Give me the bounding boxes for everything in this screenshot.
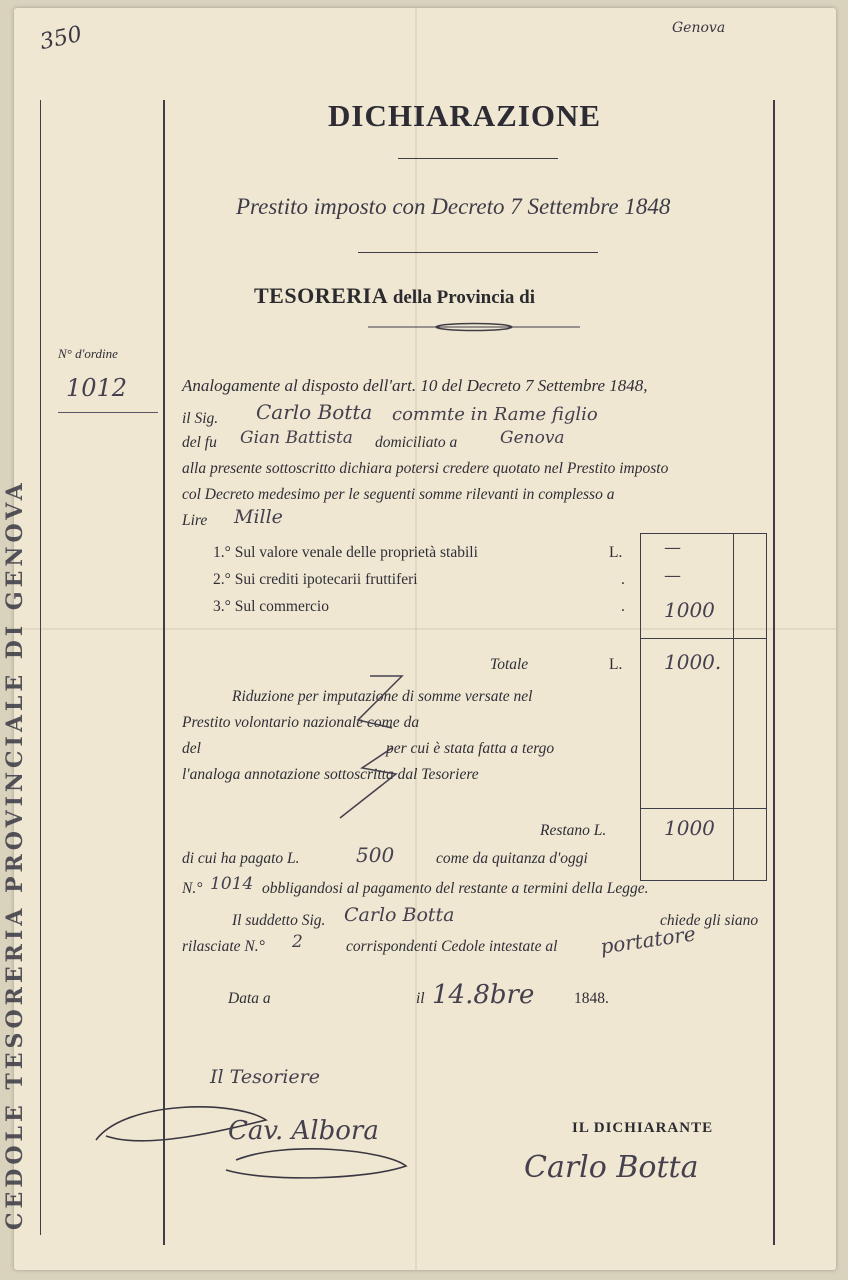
paid-amount-field: 500 (356, 843, 395, 867)
item-label: 1.° Sul valore venale delle proprietà stabili (213, 544, 478, 561)
remaining-value: 1000 (664, 816, 715, 840)
item-value: — (664, 538, 681, 558)
date-il: il (416, 990, 425, 1007)
frame-left-line (163, 100, 165, 1245)
amount-box-divider (733, 533, 734, 880)
strike-mark (300, 668, 410, 828)
item-unit: . (621, 571, 625, 588)
order-underline (58, 412, 158, 413)
item-value: — (664, 566, 681, 586)
reduction-line-1: Riduzione per imputazione di somme versate nel (232, 688, 533, 705)
amount-box-bottom (640, 880, 767, 881)
lire-label: Lire (182, 512, 208, 529)
domicile-label: domiciliato a (375, 434, 458, 451)
stub-binding-text: CEDOLE TESORERIA PROVINCIALE DI GENOVA (2, 479, 28, 1230)
amount-box-left (640, 533, 641, 880)
declarant-repeat-field: Carlo Botta (344, 904, 455, 926)
occupation-field: commte in Rame figlio (392, 404, 598, 425)
date-field: 14.8bre (432, 980, 535, 1010)
item-label: 2.° Sui crediti ipotecarii fruttiferi (213, 571, 418, 588)
reduction-line-3a: del (182, 740, 201, 757)
reduction-line-2: Prestito volontario nazionale come da (182, 714, 420, 731)
order-number-value: 1012 (66, 374, 128, 402)
payment-line-4b: corrispondenti Cedole intestate al (346, 938, 558, 955)
father-name-field: Gian Battista (240, 428, 353, 448)
item-label: 3.° Sul commercio (213, 598, 329, 615)
order-number-label: N° d'ordine (58, 346, 118, 361)
date-label: Data a (228, 990, 271, 1007)
title-rule (398, 158, 558, 159)
document-title: DICHIARAZIONE (328, 98, 602, 133)
coupon-count-field: 2 (292, 932, 303, 952)
text-line-5: col Decreto medesimo per le seguenti somme rilevanti in complesso a (182, 486, 615, 503)
item-unit: . (621, 598, 625, 615)
payment-line-1b: come da quitanza d'oggi (436, 850, 588, 867)
reduction-line-3b: per cui è stata fatta a tergo (386, 740, 555, 757)
treasury-rest: della Provincia di (392, 287, 536, 308)
item-unit: L. (609, 544, 623, 561)
treasury-prefix: TESORERIA (254, 283, 389, 308)
declarant-name-field: Carlo Botta (256, 400, 373, 424)
amount-box-subtotal-rule (640, 638, 767, 639)
payment-line-3a: Il suddetto Sig. (232, 912, 326, 929)
payment-line-1a: di cui ha pagato L. (182, 850, 300, 867)
amount-box-reduction-rule (640, 808, 767, 809)
payment-line-3b: chiede gli siano (660, 912, 759, 929)
subtitle-rule (358, 252, 598, 253)
total-label: Totale (490, 656, 529, 673)
total-value: 1000. (664, 650, 722, 674)
remaining-label: Restano L. (540, 822, 607, 839)
item-value: 1000 (664, 598, 715, 622)
text-line-4: alla presente sottoscritto dichiara potersi credere quotato nel Prestito imposto (182, 460, 669, 477)
declarant-label: IL DICHIARANTE (572, 1120, 714, 1136)
father-label: del fu (182, 434, 217, 451)
frame-right-line (773, 100, 775, 1245)
corner-number: 350 (37, 21, 85, 56)
treasury-heading (254, 283, 535, 309)
declarant-signature: Carlo Botta (524, 1150, 699, 1185)
amount-words-field: Mille (234, 506, 283, 528)
loan-subtitle: Prestito imposto con Decreto 7 Settembre 1848 (236, 194, 671, 219)
corner-place-note: Genova (672, 20, 726, 36)
holder-field: portatore (598, 921, 698, 959)
total-unit: L. (609, 656, 623, 673)
text-line-1: Analogamente al disposto dell'art. 10 del Decreto 7 Settembre 1848, (182, 376, 648, 395)
date-year: 1848. (574, 990, 609, 1007)
city-field: Genova (500, 428, 565, 448)
amount-box-top (640, 533, 767, 534)
treasurer-signature: Cav. Albora (228, 1116, 379, 1146)
fold-line-horizontal (14, 628, 836, 630)
reduction-line-4: l'analoga annotazione sottoscritta dal Tesoriere (182, 766, 479, 783)
payment-line-2b: obbligandosi al pagamento del restante a termini della Legge. (262, 880, 649, 897)
amount-box-right (766, 533, 767, 880)
treasurer-label: Il Tesoriere (210, 1066, 320, 1088)
receipt-number-field: 1014 (210, 874, 254, 894)
sig-label: il Sig. (182, 410, 219, 427)
payment-line-4a: rilasciate N.° (182, 938, 265, 955)
ornamental-rule (368, 320, 580, 334)
payment-line-2a: N.° (182, 880, 203, 897)
